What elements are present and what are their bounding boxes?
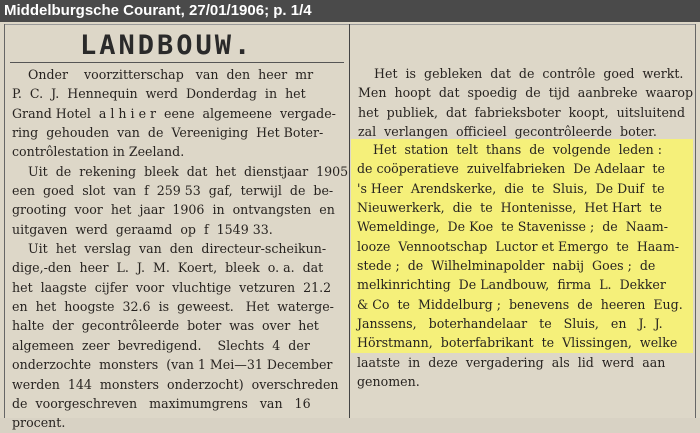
top-rule <box>4 24 696 25</box>
title-underline-rule <box>10 62 344 63</box>
article-title: LANDBOUW. <box>80 30 254 61</box>
clipping-source-title: Middelburgsche Courant, 27/01/1906; p. 1/4 <box>4 2 312 19</box>
left-column-text: Onder voorzitterschap van den heer mr P. C. J. Hennequin werd Donderdag in het Grand Hotel a l h i e r eene algemeene vergade- ring gehouden van de Vereeniging Het Boter- contrôlestation in Zeeland. Uit de rekening bleek dat het dienstjaar 1905 een goed slot van f 259 53 gaf, terwijl de be- grooting voor het jaar 1906 in ontvangsten en uitgaven werd geraamd op f 1549 33. Uit het verslag van den directeur-scheikun- dige,-den heer L. J. M. Koert, bleek o. a. dat het laagste cijfer voor vluchtige vetzuren 21.2 en het hoogste 32.6 is geweest. Het waterge- halte der gecontrôleerde boter was over het algemeen zeer bevredigend. Slechts 4 der onderzochte monsters (van 1 Mei—31 December werden 144 monsters onderzocht) overschreden de voorgeschreven maximumgrens van 16 procent. <box>12 67 349 431</box>
right-column-paragraph-2: Het station telt thans de volgende leden : de coöperatieve zuivelfabrieken De Adelaar te 's Heer Arendskerke, die te Sluis, De Duif te Nieuwerkerk, die te Hontenisse, Het Hart te Wemeldinge, De Koe te Stavenisse ; de Naam- looze Vennootschap Luctor et Emergo te Haam- stede ; de Wilhelminapolder nabij Goes ; de melkinrichting De Landbouw, firma L. Dekker & Co te Middelburg ; benevens de heeren Eug. Janssens, boterhandelaar te Sluis, en J. J. Hörstmann, boterfabrikant te Vlissingen, welke laatste in deze vergadering als lid werd aan genomen. <box>357 142 683 390</box>
right-border-rule <box>695 24 696 418</box>
right-column-paragraph-1: Het is gebleken dat de contrôle goed werkt. Men hoopt dat spoedig de tijd aanbreke waarop het publiek, dat fabrieksboter koopt, uitsluitend zal verlangen officieel gecontrôleerde boter. <box>358 66 694 140</box>
left-border-rule <box>4 24 5 418</box>
column-divider <box>349 24 350 418</box>
header-bar <box>0 0 700 22</box>
